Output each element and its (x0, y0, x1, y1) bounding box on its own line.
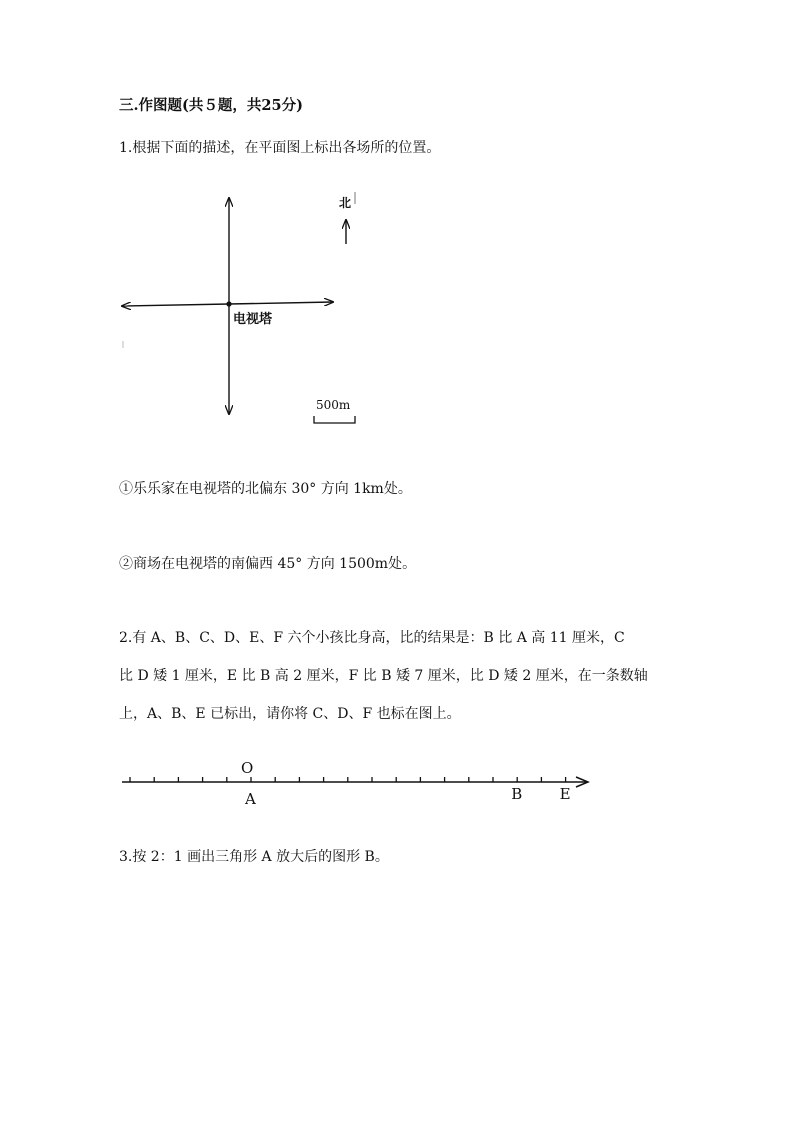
origin-label: O (241, 759, 254, 777)
mark-label-e: E (559, 785, 571, 803)
question-2-line-3: 上，A、B、E 已标出，请你将 C、D、F 也标在图上。 (119, 706, 461, 722)
mark-label-a: A (245, 790, 256, 808)
question-1-item-2: ②商场在电视塔的南偏西 45° 方向 1500m处。 (119, 556, 417, 572)
question-3-prompt: 3.按 2：1 画出三角形 A 放大后的图形 B。 (119, 849, 389, 865)
question-1-item-1: ①乐乐家在电视塔的北偏东 30° 方向 1km处。 (119, 481, 412, 497)
question-2-line-1: 2.有 A、B、C、D、E、F 六个小孩比身高，比的结果是：B 比 A 高 11 厘米，C (119, 630, 625, 646)
scale-label: 500m (316, 398, 351, 412)
tv-tower-label: 电视塔 (233, 312, 273, 327)
section-title: 三.作图题(共５题，共25分) (119, 97, 303, 114)
north-label: 北 (339, 196, 352, 210)
question-2-line-2: 比 D 矮 1 厘米，E 比 B 高 2 厘米，F 比 B 矮 7 厘米，比 D 矮 2 厘米，在一条数轴 (119, 668, 648, 684)
mark-label-b: B (511, 785, 523, 803)
question-1-prompt: 1.根据下面的描述，在平面图上标出各场所的位置。 (119, 140, 441, 156)
